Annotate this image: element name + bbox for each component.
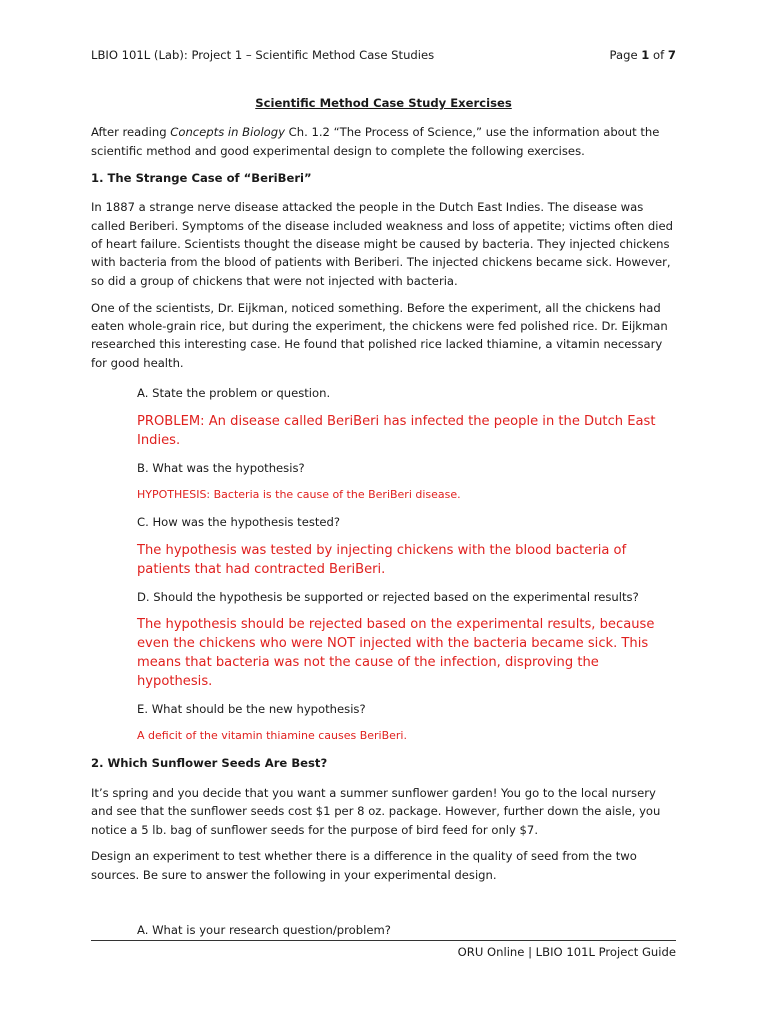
page-of: of (649, 48, 668, 62)
page-current: 1 (641, 48, 650, 62)
case1-answer-a: PROBLEM: An disease called BeriBeri has infected the people in the Dutch East Indies. (137, 413, 656, 448)
case1-heading: 1. The Strange Case of “BeriBeri” (91, 170, 312, 185)
header-course-title: LBIO 101L (Lab): Project 1 – Scientific Method Case Studies (91, 48, 435, 62)
case1-paragraph-1: In 1887 a strange nerve disease attacked the people in the Dutch East Indies. The disease was called Beriberi. Symptoms of the disease included weakness and loss of appetite; victims often died of heart failure. Scientists thought the disease might be caused by bacteria. They injected chickens with bacteria from the blood of patients with Beriberi. The injected chickens became sick. However, so did a group of chickens that were not injected with bacteria. (91, 200, 674, 288)
case1-answer-c: The hypothesis was tested by injecting chickens with the blood bacteria of patients that had contracted BeriBeri. (137, 542, 627, 577)
document-body (91, 94, 676, 948)
page-total: 7 (667, 48, 676, 62)
page-title: Scientific Method Case Study Exercises (255, 96, 512, 110)
case1-answer-e: A deficit of the vitamin thiamine causes BeriBeri. (137, 729, 407, 743)
case1-question-a: A. State the problem or question. (137, 386, 331, 401)
case2-paragraph-1: It’s spring and you decide that you want a summer sunflower garden! You go to the local nursery and see that the sunflower seeds cost $1 per 8 oz. package. However, further down the aisle, you notice a 5 lb. bag of sunflower seeds for the purpose of bird feed for only $7. (91, 785, 661, 837)
case1-answer-b: HYPOTHESIS: Bacteria is the cause of the BeriBeri disease. (137, 488, 461, 502)
header-page-number (610, 47, 676, 63)
case1-paragraph-2: One of the scientists, Dr. Eijkman, noticed something. Before the experiment, all the chickens had eaten whole-grain rice, but during the experiment, the chickens were fed polished rice. Dr. Eijkman researched this interesting case. He found that polished rice lacked thiamine, a vitamin necessary for good health. (91, 300, 668, 370)
case1-question-b: B. What was the hypothesis? (137, 460, 305, 475)
intro-paragraph (91, 123, 676, 160)
case1-answer-d: The hypothesis should be rejected based on the experimental results, because even the chickens who were NOT injected with the bacteria became sick. This means that bacteria was not the cause of the infection, disproving the hypothesis. (137, 616, 655, 689)
page-prefix: Page (609, 48, 642, 62)
case2-paragraph-2: Design an experiment to test whether there is a difference in the quality of seed from the two sources. Be sure to answer the following in your experimental design. (91, 849, 637, 882)
intro-text-end: Ch. 1.2 “The Process of Science,” use the information about the scientific method and good experimental design to complete the following exercises. (91, 125, 660, 158)
case1-question-e: E. What should be the new hypothesis? (137, 701, 366, 716)
footer-divider (91, 940, 676, 941)
intro-text-start: After reading (91, 125, 171, 140)
case1-question-d: D. Should the hypothesis be supported or rejected based on the experimental results? (137, 589, 639, 604)
case2-question-a: A. What is your research question/problem? (137, 922, 391, 937)
blank-space (91, 893, 676, 921)
book-title: Concepts in Biology (170, 125, 285, 140)
case1-question-c: C. How was the hypothesis tested? (137, 515, 341, 530)
page-footer: ORU Online | LBIO 101L Project Guide (457, 945, 676, 959)
case2-heading: 2. Which Sunflower Seeds Are Best? (91, 756, 328, 771)
